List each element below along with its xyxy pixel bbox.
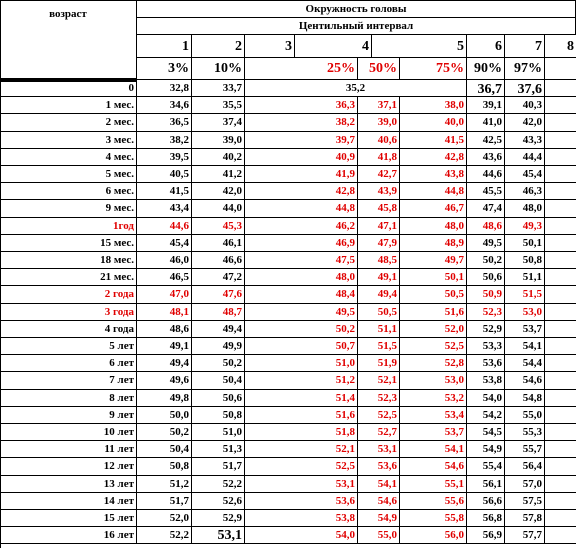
age-cell: 2 года (0, 286, 137, 303)
interval-number: 3 (245, 35, 295, 58)
value-cell: 52,9 (192, 510, 245, 527)
value-cell: 53,6 (245, 493, 358, 510)
value-cell: 49,9 (192, 338, 245, 355)
value-cell: 54,0 (467, 390, 505, 407)
value-cell: 53,0 (400, 372, 467, 389)
value-cell: 54,2 (467, 407, 505, 424)
empty-cell (545, 407, 576, 424)
value-cell: 37,4 (192, 114, 245, 131)
age-cell: 0 (0, 80, 137, 97)
value-cell: 46,1 (192, 235, 245, 252)
value-cell: 52,5 (245, 458, 358, 475)
value-cell: 41,5 (400, 132, 467, 149)
value-cell: 41,0 (467, 114, 505, 131)
age-cell: 21 мес. (0, 269, 137, 286)
value-cell: 52,1 (245, 441, 358, 458)
interval-number: 8 (545, 35, 576, 58)
value-cell: 56,8 (467, 510, 505, 527)
value-cell: 55,6 (400, 493, 467, 510)
value-cell: 53,8 (245, 510, 358, 527)
interval-number: 6 (467, 35, 505, 58)
value-cell: 48,0 (505, 200, 545, 217)
age-cell: 4 мес. (0, 149, 137, 166)
value-cell: 37,6 (505, 80, 545, 97)
value-cell: 44,8 (245, 200, 358, 217)
value-cell: 51,6 (400, 304, 467, 321)
value-cell: 48,4 (245, 286, 358, 303)
empty-cell (545, 166, 576, 183)
value-cell: 51,7 (192, 458, 245, 475)
empty-cell (545, 338, 576, 355)
age-cell: 8 лет (0, 390, 137, 407)
value-cell: 44,6 (467, 166, 505, 183)
age-cell: 10 лет (0, 424, 137, 441)
value-cell: 40,6 (358, 132, 400, 149)
interval-number: 2 (192, 35, 245, 58)
value-cell: 52,1 (358, 372, 400, 389)
empty-cell (545, 114, 576, 131)
value-cell: 35,2 (245, 80, 467, 97)
value-cell: 46,2 (245, 218, 358, 235)
value-cell: 39,5 (137, 149, 192, 166)
value-cell: 54,1 (505, 338, 545, 355)
age-cell: 2 мес. (0, 114, 137, 131)
value-cell: 42,8 (245, 183, 358, 200)
value-cell: 42,0 (192, 183, 245, 200)
value-cell: 55,0 (358, 527, 400, 544)
value-cell: 56,6 (467, 493, 505, 510)
value-cell: 51,5 (505, 286, 545, 303)
value-cell: 55,8 (400, 510, 467, 527)
value-cell: 49,4 (358, 286, 400, 303)
value-cell: 52,2 (137, 527, 192, 544)
value-cell: 47,5 (245, 252, 358, 269)
value-cell: 47,0 (137, 286, 192, 303)
value-cell: 48,0 (245, 269, 358, 286)
value-cell: 53,4 (400, 407, 467, 424)
value-cell: 38,2 (245, 114, 358, 131)
value-cell: 47,6 (192, 286, 245, 303)
value-cell: 49,5 (467, 235, 505, 252)
value-cell: 41,9 (245, 166, 358, 183)
value-cell: 53,8 (467, 372, 505, 389)
age-cell: 1 мес. (0, 97, 137, 114)
value-cell: 45,5 (467, 183, 505, 200)
value-cell: 38,0 (400, 97, 467, 114)
value-cell: 55,4 (467, 458, 505, 475)
value-cell: 48,5 (358, 252, 400, 269)
value-cell: 49,6 (137, 372, 192, 389)
value-cell: 51,2 (245, 372, 358, 389)
value-cell: 50,7 (245, 338, 358, 355)
value-cell: 53,0 (505, 304, 545, 321)
value-cell: 54,1 (358, 476, 400, 493)
value-cell: 33,7 (192, 80, 245, 97)
value-cell: 50,1 (505, 235, 545, 252)
value-cell: 53,2 (400, 390, 467, 407)
age-cell: 13 лет (0, 476, 137, 493)
interval-number: 5 (372, 35, 467, 58)
value-cell: 45,3 (192, 218, 245, 235)
value-cell: 38,2 (137, 132, 192, 149)
value-cell: 44,0 (192, 200, 245, 217)
value-cell: 50,2 (467, 252, 505, 269)
value-cell: 53,6 (467, 355, 505, 372)
value-cell: 51,7 (137, 493, 192, 510)
value-cell: 54,6 (400, 458, 467, 475)
value-cell: 49,4 (192, 321, 245, 338)
value-cell: 52,5 (400, 338, 467, 355)
value-cell: 50,6 (467, 269, 505, 286)
value-cell: 42,8 (400, 149, 467, 166)
value-cell: 48,6 (137, 321, 192, 338)
value-cell: 43,6 (467, 149, 505, 166)
value-cell: 36,7 (467, 80, 505, 97)
value-cell: 51,1 (358, 321, 400, 338)
value-cell: 48,7 (192, 304, 245, 321)
value-cell: 47,2 (192, 269, 245, 286)
interval-number: 1 (137, 35, 192, 58)
value-cell: 53,3 (467, 338, 505, 355)
value-cell: 57,7 (505, 527, 545, 544)
value-cell: 50,4 (137, 441, 192, 458)
age-cell: 11 лет (0, 441, 137, 458)
value-cell: 50,1 (400, 269, 467, 286)
value-cell: 53,1 (192, 527, 245, 544)
value-cell: 54,9 (358, 510, 400, 527)
value-cell: 47,4 (467, 200, 505, 217)
value-cell: 49,8 (137, 390, 192, 407)
value-cell: 46,0 (137, 252, 192, 269)
age-cell: 6 лет (0, 355, 137, 372)
value-cell: 56,9 (467, 527, 505, 544)
value-cell: 53,7 (400, 424, 467, 441)
value-cell: 51,5 (358, 338, 400, 355)
value-cell: 51,6 (245, 407, 358, 424)
value-cell: 32,8 (137, 80, 192, 97)
value-cell: 50,4 (192, 372, 245, 389)
value-cell: 54,6 (505, 372, 545, 389)
value-cell: 39,0 (358, 114, 400, 131)
age-cell: 6 мес. (0, 183, 137, 200)
value-cell: 50,2 (137, 424, 192, 441)
value-cell: 54,5 (467, 424, 505, 441)
value-cell: 52,3 (467, 304, 505, 321)
value-cell: 52,6 (192, 493, 245, 510)
value-cell: 41,5 (137, 183, 192, 200)
value-cell: 52,2 (192, 476, 245, 493)
value-cell: 50,5 (400, 286, 467, 303)
age-cell: 15 лет (0, 510, 137, 527)
percentile-header-empty (545, 58, 576, 80)
value-cell: 49,4 (137, 355, 192, 372)
value-cell: 49,3 (505, 218, 545, 235)
value-cell: 54,6 (358, 493, 400, 510)
percentile-header: 75% (400, 58, 467, 80)
empty-cell (545, 97, 576, 114)
value-cell: 43,4 (137, 200, 192, 217)
age-cell: 14 лет (0, 493, 137, 510)
value-cell: 54,8 (505, 390, 545, 407)
value-cell: 53,1 (358, 441, 400, 458)
value-cell: 36,5 (137, 114, 192, 131)
value-cell: 43,8 (400, 166, 467, 183)
value-cell: 40,0 (400, 114, 467, 131)
empty-cell (545, 149, 576, 166)
percentile-header: 50% (358, 58, 400, 80)
value-cell: 52,5 (358, 407, 400, 424)
value-cell: 51,8 (245, 424, 358, 441)
age-cell: 7 лет (0, 372, 137, 389)
value-cell: 50,2 (192, 355, 245, 372)
age-cell: 4 года (0, 321, 137, 338)
value-cell: 41,8 (358, 149, 400, 166)
value-cell: 35,5 (192, 97, 245, 114)
empty-cell (545, 476, 576, 493)
value-cell: 57,8 (505, 510, 545, 527)
empty-cell (545, 441, 576, 458)
age-column-header: возраст (0, 0, 137, 80)
age-cell: 9 лет (0, 407, 137, 424)
value-cell: 52,9 (467, 321, 505, 338)
value-cell: 47,1 (358, 218, 400, 235)
value-cell: 51,1 (505, 269, 545, 286)
percentile-header: 3% (137, 58, 192, 80)
value-cell: 43,9 (358, 183, 400, 200)
value-cell: 34,6 (137, 97, 192, 114)
value-cell: 39,1 (467, 97, 505, 114)
age-cell: 9 мес. (0, 200, 137, 217)
value-cell: 45,4 (505, 166, 545, 183)
value-cell: 48,9 (400, 235, 467, 252)
value-cell: 52,8 (400, 355, 467, 372)
age-cell: 3 мес. (0, 132, 137, 149)
empty-cell (545, 355, 576, 372)
age-cell: 5 мес. (0, 166, 137, 183)
value-cell: 50,6 (192, 390, 245, 407)
value-cell: 51,0 (245, 355, 358, 372)
empty-cell (545, 372, 576, 389)
value-cell: 44,8 (400, 183, 467, 200)
value-cell: 42,5 (467, 132, 505, 149)
value-cell: 37,1 (358, 97, 400, 114)
empty-cell (545, 321, 576, 338)
value-cell: 55,3 (505, 424, 545, 441)
age-cell: 1год (0, 218, 137, 235)
value-cell: 46,9 (245, 235, 358, 252)
age-cell: 12 лет (0, 458, 137, 475)
value-cell: 55,1 (400, 476, 467, 493)
value-cell: 45,4 (137, 235, 192, 252)
value-cell: 47,9 (358, 235, 400, 252)
empty-cell (545, 200, 576, 217)
value-cell: 50,8 (192, 407, 245, 424)
value-cell: 40,2 (192, 149, 245, 166)
value-cell: 54,1 (400, 441, 467, 458)
empty-cell (545, 80, 576, 97)
value-cell: 49,1 (358, 269, 400, 286)
empty-cell (545, 269, 576, 286)
value-cell: 54,0 (245, 527, 358, 544)
empty-cell (545, 304, 576, 321)
value-cell: 51,0 (192, 424, 245, 441)
percentile-header: 90% (467, 58, 505, 80)
empty-cell (545, 390, 576, 407)
value-cell: 54,9 (467, 441, 505, 458)
value-cell: 56,0 (400, 527, 467, 544)
value-cell: 56,1 (467, 476, 505, 493)
value-cell: 41,2 (192, 166, 245, 183)
value-cell: 40,9 (245, 149, 358, 166)
percentile-header: 25% (245, 58, 358, 80)
empty-cell (545, 286, 576, 303)
value-cell: 50,9 (467, 286, 505, 303)
empty-cell (545, 424, 576, 441)
value-cell: 46,7 (400, 200, 467, 217)
value-cell: 49,7 (400, 252, 467, 269)
empty-cell (545, 493, 576, 510)
value-cell: 55,0 (505, 407, 545, 424)
value-cell: 42,7 (358, 166, 400, 183)
value-cell: 48,1 (137, 304, 192, 321)
value-cell: 51,4 (245, 390, 358, 407)
value-cell: 52,0 (400, 321, 467, 338)
table-subtitle: Центильный интервал (137, 18, 576, 35)
empty-cell (545, 527, 576, 544)
value-cell: 48,6 (467, 218, 505, 235)
interval-number: 7 (505, 35, 545, 58)
age-cell: 3 года (0, 304, 137, 321)
table-title: Окружность головы (137, 0, 576, 18)
value-cell: 55,7 (505, 441, 545, 458)
value-cell: 36,3 (245, 97, 358, 114)
value-cell: 57,0 (505, 476, 545, 493)
value-cell: 53,7 (505, 321, 545, 338)
interval-number: 4 (295, 35, 372, 58)
value-cell: 51,3 (192, 441, 245, 458)
value-cell: 45,8 (358, 200, 400, 217)
value-cell: 50,0 (137, 407, 192, 424)
age-cell: 5 лет (0, 338, 137, 355)
value-cell: 56,4 (505, 458, 545, 475)
value-cell: 48,0 (400, 218, 467, 235)
value-cell: 53,6 (358, 458, 400, 475)
value-cell: 51,2 (137, 476, 192, 493)
empty-cell (545, 252, 576, 269)
value-cell: 50,2 (245, 321, 358, 338)
value-cell: 50,8 (505, 252, 545, 269)
empty-cell (545, 510, 576, 527)
value-cell: 39,0 (192, 132, 245, 149)
value-cell: 50,5 (358, 304, 400, 321)
value-cell: 42,0 (505, 114, 545, 131)
value-cell: 44,4 (505, 149, 545, 166)
value-cell: 43,3 (505, 132, 545, 149)
value-cell: 52,3 (358, 390, 400, 407)
value-cell: 39,7 (245, 132, 358, 149)
age-cell: 16 лет (0, 527, 137, 544)
value-cell: 57,5 (505, 493, 545, 510)
value-cell: 40,3 (505, 97, 545, 114)
value-cell: 46,5 (137, 269, 192, 286)
percentile-header: 97% (505, 58, 545, 80)
empty-cell (545, 183, 576, 200)
value-cell: 44,6 (137, 218, 192, 235)
value-cell: 51,9 (358, 355, 400, 372)
empty-cell (545, 458, 576, 475)
age-cell: 18 мес. (0, 252, 137, 269)
value-cell: 46,6 (192, 252, 245, 269)
value-cell: 46,3 (505, 183, 545, 200)
value-cell: 54,4 (505, 355, 545, 372)
value-cell: 49,5 (245, 304, 358, 321)
empty-cell (545, 218, 576, 235)
empty-cell (545, 235, 576, 252)
value-cell: 52,0 (137, 510, 192, 527)
value-cell: 53,1 (245, 476, 358, 493)
value-cell: 49,1 (137, 338, 192, 355)
value-cell: 50,8 (137, 458, 192, 475)
percentile-header: 10% (192, 58, 245, 80)
age-cell: 15 мес. (0, 235, 137, 252)
value-cell: 52,7 (358, 424, 400, 441)
value-cell: 40,5 (137, 166, 192, 183)
empty-cell (545, 132, 576, 149)
